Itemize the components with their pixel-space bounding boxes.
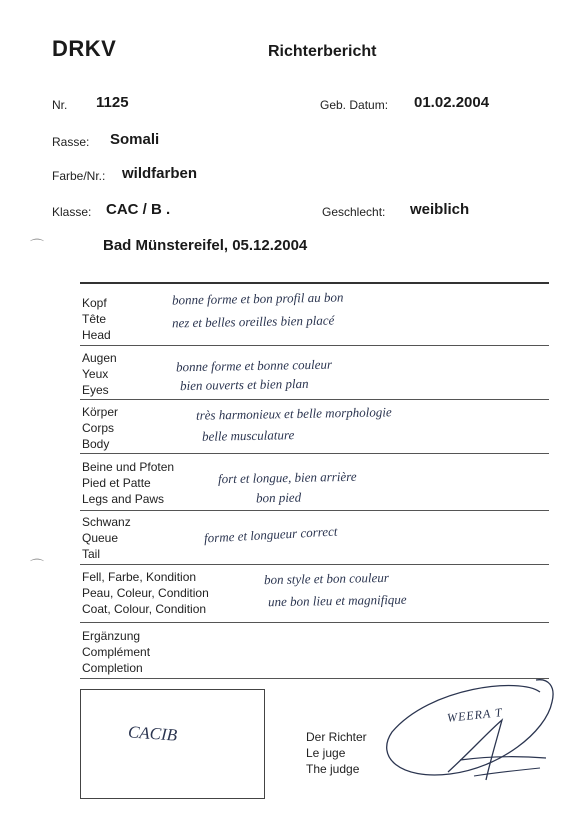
nr-label: Nr.: [52, 98, 68, 112]
coat-comment-line: une bon lieu et magnifique: [267, 591, 407, 610]
document-title: Richterbericht: [268, 43, 377, 60]
section-legs-labels: Beine und Pfoten Pied et Patte Legs and Paws: [82, 460, 175, 506]
section-divider: [80, 622, 549, 623]
result-handwriting: CACIB: [127, 722, 178, 745]
breed-label: Rasse:: [52, 135, 90, 149]
section-divider: [80, 345, 549, 346]
event-location-date: Bad Münstereifel, 05.12.2004: [103, 237, 308, 254]
body-comment-line: très harmonieux et belle morphologie: [195, 404, 392, 423]
sex-label: Geschlecht:: [322, 205, 386, 219]
punch-hole-mark: ⌒: [30, 558, 44, 574]
tail-comment-line: forme et longueur correct: [203, 523, 338, 546]
eyes-comment-line: bien ouverts et bien plan: [179, 375, 309, 394]
legs-comment-line: fort et longue, bien arrière: [217, 468, 357, 487]
judge-labels: Der Richter Le juge The judge: [306, 730, 367, 776]
color-label: Farbe/Nr.:: [52, 169, 106, 183]
class-label: Klasse:: [52, 205, 92, 219]
section-divider: [80, 453, 549, 454]
section-eyes-labels: Augen Yeux Eyes: [82, 351, 117, 397]
head-comment-line: nez et belles oreilles bien placé: [171, 312, 335, 331]
judge-signature-name: WEERA T: [446, 705, 504, 725]
dob-value: 01.02.2004: [414, 94, 490, 111]
brand-logo-text: DRKV: [52, 36, 117, 61]
head-comment-line: bonne forme et bon profil au bon: [171, 289, 344, 308]
section-coat-labels: Fell, Farbe, Kondition Peau, Coleur, Condition Coat, Colour, Condition: [82, 570, 209, 616]
dob-label: Geb. Datum:: [320, 98, 389, 112]
section-divider: [80, 399, 549, 400]
section-head-labels: Kopf Tête Head: [82, 296, 111, 342]
section-divider: [80, 282, 549, 284]
eyes-comment-line: bonne forme et bonne couleur: [175, 356, 333, 375]
punch-hole-mark: ⌒: [30, 238, 44, 254]
sex-value: weiblich: [410, 201, 470, 218]
section-tail-labels: Schwanz Queue Tail: [82, 515, 131, 561]
body-comment-line: belle musculature: [201, 427, 295, 444]
breed-value: Somali: [110, 131, 160, 148]
section-completion-labels: Ergänzung Complément Completion: [82, 629, 151, 675]
nr-value: 1125: [96, 94, 129, 111]
section-body-labels: Körper Corps Body: [82, 405, 119, 451]
judge-signature-icon: [370, 672, 560, 790]
section-divider: [80, 510, 549, 511]
class-value: CAC / B .: [106, 201, 171, 218]
color-value: wildfarben: [122, 165, 198, 182]
section-divider: [80, 564, 549, 565]
legs-comment-line: bon pied: [255, 489, 302, 506]
coat-comment-line: bon style et bon couleur: [263, 569, 390, 588]
